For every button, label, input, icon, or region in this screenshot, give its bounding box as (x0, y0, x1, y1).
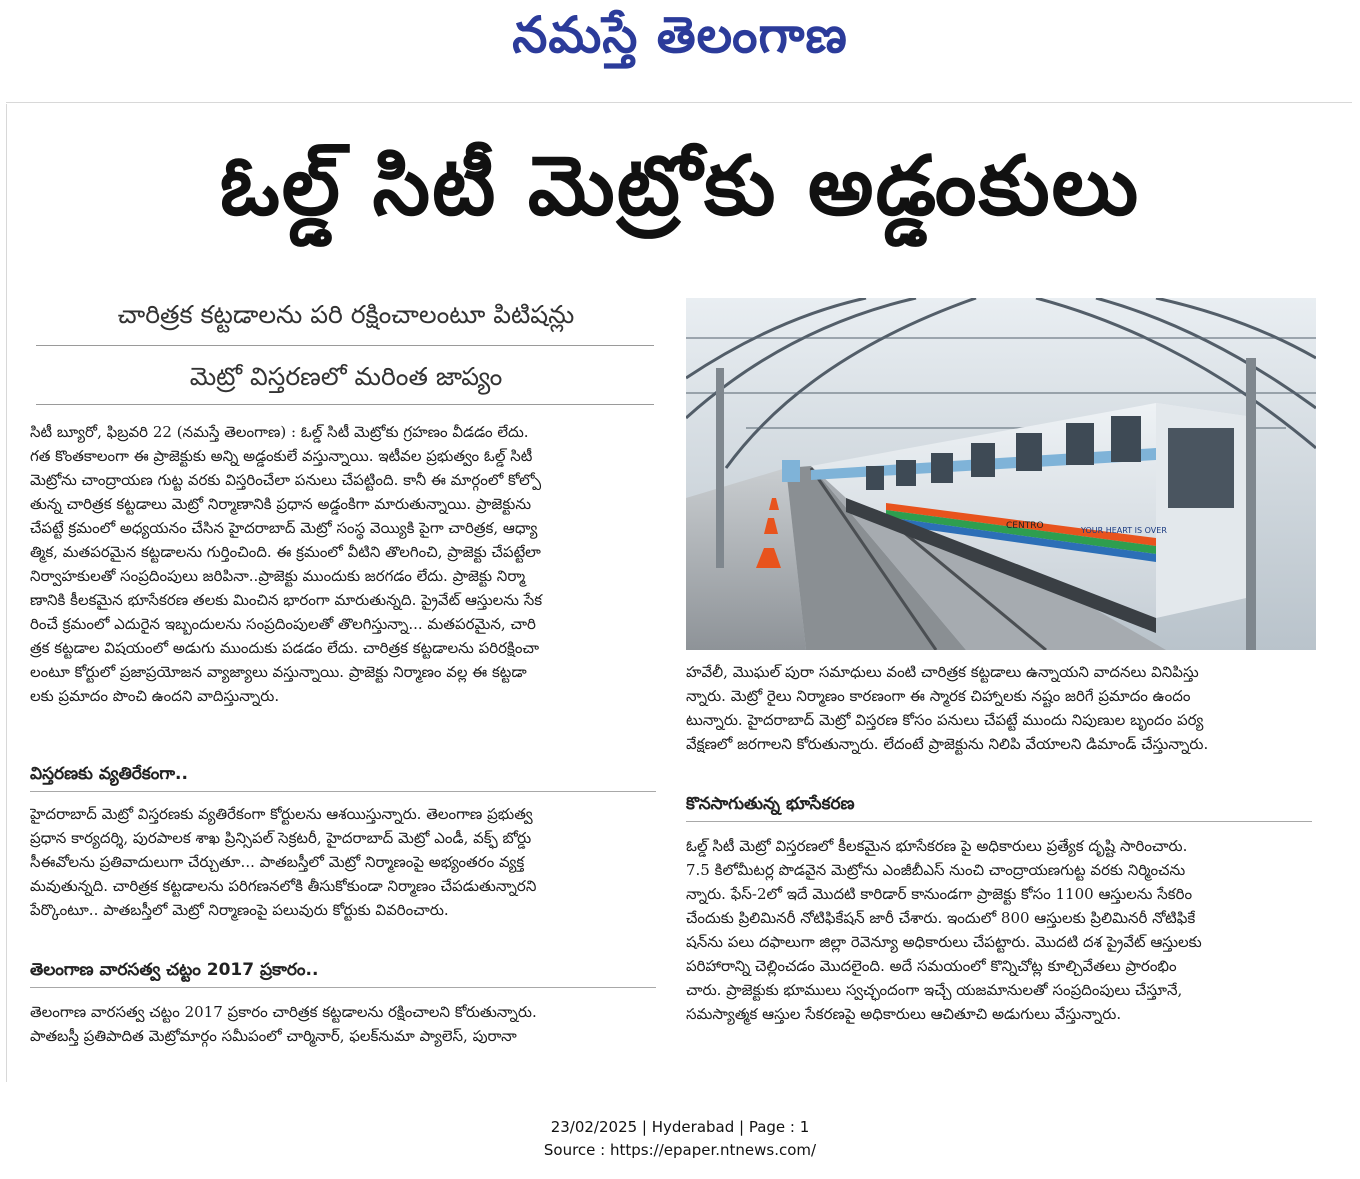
left-subhead-1: విస్తరణకు వ్యతిరేకంగా.. (30, 764, 188, 784)
left-subhead-2: తెలంగాణ వారసత్వ చట్టం 2017 ప్రకారం.. (30, 960, 319, 980)
text-line: పాతబస్తీ ప్రతిపాదిత మెట్రోమార్గం సమీపంలో చార్మినార్, ఫలక్‌నుమా ప్యాలెస్, పురానా (30, 1027, 517, 1045)
left-paragraph-1 (30, 420, 660, 708)
text-line: రించే క్రమంలో ఎదురైన ఇబ్బందులను సంప్రదింపులతో తొలగిస్తున్నా... మతపరమైన, చారి (30, 615, 536, 633)
text-line: న్నారు. ఫేస్-2లో ఇదే మొదటి కారిడార్ కానుండగా ప్రాజెక్టు కోసం 1100 ఆస్తులను సేకరిం (686, 885, 1193, 903)
footer-date-line: 23/02/2025 | Hyderabad | Page : 1 (550, 1118, 810, 1136)
right-paragraph-2 (686, 834, 1316, 1026)
text-line: గత కొంతకాలంగా ఈ ప్రాజెక్టుకు అన్ని అడ్డంకులే వస్తున్నాయి. ఇటీవల ప్రభుత్వం ఓల్డ్ సిటీ (30, 447, 533, 465)
right-subhead: కొనసాగుతున్న భూసేకరణ (686, 794, 855, 814)
left-paragraph-2 (30, 802, 660, 922)
text-line: పేర్కొంటూ.. పాతబస్తీలో మెట్రో నిర్మాణంపై పలువురు కోర్టుకు వివరించారు. (30, 901, 449, 919)
left-paragraph-3 (30, 1000, 660, 1048)
text-line: తున్న చారిత్రక కట్టడాలు మెట్రో నిర్మాణానికి ప్రధాన అడ్డంకిగా మారుతున్నాయి. ప్రాజెక్టును (30, 495, 532, 513)
text-line: టున్నారు. హైదరాబాద్ మెట్రో విస్తరణ కోసం పనులు చేపట్టే ముందు నిపుణుల బృందం పర్య (686, 711, 1204, 729)
text-line: మెట్రోను చాంద్రాయణ గుట్ట వరకు విస్తరించేలా పనులు చేపట్టింది. కానీ ఈ మార్గంలో కోల్పో (30, 471, 542, 489)
subdeck-line-1: చారిత్రక కట్టడాలను పరి రక్షించాలంటూ పిటిషన్లు (117, 300, 575, 329)
text-line: మవుతున్నది. చారిత్రక కట్టడాలను పరిగణనలోకి తీసుకోకుండా నిర్మాణం చేపడుతున్నారని (30, 877, 537, 895)
subdeck-rule (36, 404, 654, 405)
text-line: ప్రధాన కార్యదర్శి, పురపాలక శాఖ ప్రిన్సిపల్ సెక్రటరీ, హైదరాబాద్ మెట్రో ఎండీ, వక్ఫ్ బోర్డు (30, 829, 532, 847)
subhead-rule (30, 987, 656, 988)
subhead-rule (30, 791, 656, 792)
text-line: పరిహారాన్ని చెల్లించడం మొదలైంది. అదే సమయంలో కొన్నిచోట్ల కూల్చివేతలు ప్రారంభిం (686, 957, 1177, 975)
text-line: వేక్షణలో జరగాలని కోరుతున్నారు. లేదంటే ప్రాజెక్టును నిలిపి వేయాలని డిమాండ్ చేస్తున్నారు. (686, 735, 1209, 753)
text-line: న్నారు. మెట్రో రైలు నిర్మాణం కారణంగా ఈ స్మారక చిహ్నాలకు నష్టం జరిగే ప్రమాదం ఉందం (686, 687, 1191, 705)
text-line: హైదరాబాద్ మెట్రో విస్తరణకు వ్యతిరేకంగా కోర్టులను ఆశయిస్తున్నారు. తెలంగాణ ప్రభుత్వ (30, 805, 533, 823)
footer-source-line: Source : https://epaper.ntnews.com/ (543, 1141, 817, 1159)
text-line: 7.5 కిలోమీటర్ల పొడవైన మెట్రోను ఎంజీబీఎస్ నుంచి చాంద్రాయణగుట్ట వరకు నిర్మించను (686, 861, 1186, 879)
text-line: సమస్యాత్మక ఆస్తుల సేకరణపై అధికారులు ఆచితూచి అడుగులు వేస్తున్నారు. (686, 1005, 1122, 1023)
text-line: తెలంగాణ వారసత్వ చట్టం 2017 ప్రకారం చారిత్రక కట్టడాలను రక్షించాలని కోరుతున్నారు. (30, 1003, 537, 1021)
subhead-rule (686, 821, 1312, 822)
subdeck-line-2: మెట్రో విస్తరణలో మరింత జాప్యం (189, 362, 503, 391)
train-side-text: YOUR HEART IS OVER (1081, 526, 1167, 535)
text-line: ణానికి కీలకమైన భూసేకరణ తలకు మించిన భారంగా మారుతున్నది. ప్రైవేట్ ఆస్తులను సేక (30, 591, 543, 609)
text-line: చేందుకు ప్రిలిమినరీ నోటిఫికేషన్ జారీ చేశారు. ఇందులో 800 ఆస్తులకు ప్రిలిమినరీ నోటిఫికే (686, 909, 1196, 927)
headline: ఓల్డ్ సిటీ మెట్రోకు అడ్డంకులు (219, 139, 1141, 234)
text-line: ఓల్డ్ సిటీ మెట్రో విస్తరణలో కీలకమైన భూసేకరణ పై అధికారులు ప్రత్యేక దృష్టి సారించారు. (686, 837, 1188, 855)
subdeck-rule (36, 345, 654, 346)
text-line: నిర్వాహకులతో సంప్రదింపులు జరిపినా..ప్రాజెక్టు ముందుకు జరగడం లేదు. ప్రాజెక్టు నిర్మా (30, 567, 526, 585)
right-paragraph-1 (686, 660, 1316, 756)
masthead-logo: నమస్తే తెలంగాణ (512, 6, 848, 64)
text-line: షన్‌ను పలు దఫాలుగా జిల్లా రెవెన్యూ అధికారులు చేపట్టారు. మొదటి దశ ప్రైవేట్ ఆస్తులకు (686, 933, 1202, 951)
text-line: సిటీ బ్యూరో, ఫిబ్రవరి 22 (నమస్తే తెలంగాణ) : ఓల్డ్ సిటీ మెట్రోకు గ్రహణం వీడడం లేదు. (30, 423, 529, 441)
text-line: చారు. ప్రాజెక్టుకు భూములు స్వచ్ఛందంగా ఇచ్చే యజమానులతో సంప్రదింపులు చేస్తూనే, (686, 981, 1183, 999)
text-line: త్మిక, మతపరమైన కట్టడాలను గుర్తించింది. ఈ క్రమంలో వీటిని తొలగించి, ప్రాజెక్టు చేపట్టేలా (30, 543, 541, 561)
top-rule (6, 102, 1352, 103)
train-logo-text: CENTRO (1006, 521, 1044, 531)
text-line: హవేలీ, మొఘల్ పురా సమాధులు వంటి చారిత్రక కట్టడాలు ఉన్నాయని వాదనలు వినిపిస్తు (686, 663, 1199, 681)
text-line: చేపట్టే క్రమంలో అధ్యయనం చేసిన హైదరాబాద్ మెట్రో సంస్థ వెయ్యికి పైగా చారిత్రక, ఆధ్యా (30, 519, 538, 537)
text-line: లకు ప్రమాదం పొంచి ఉందని వాదిస్తున్నారు. (30, 687, 280, 705)
text-line: త్రక కట్టడాల విషయంలో అడుగు ముందుకు పడడం లేదు. చారిత్రక కట్టడాలను పరిరక్షించా (30, 639, 540, 657)
metro-train-photo (686, 298, 1316, 650)
text-line: లంటూ కోర్టులో ప్రజాప్రయోజన వ్యాజ్యాలు వస్తున్నాయి. ప్రాజెక్టు నిర్మాణం వల్ల ఈ కట్టడా (30, 663, 527, 681)
text-line: సీఈవోలను ప్రతివాదులుగా చేర్చుతూ... పాతబస్తీలో మెట్రో నిర్మాణంపై అభ్యంతరం వ్యక్త (30, 853, 525, 871)
